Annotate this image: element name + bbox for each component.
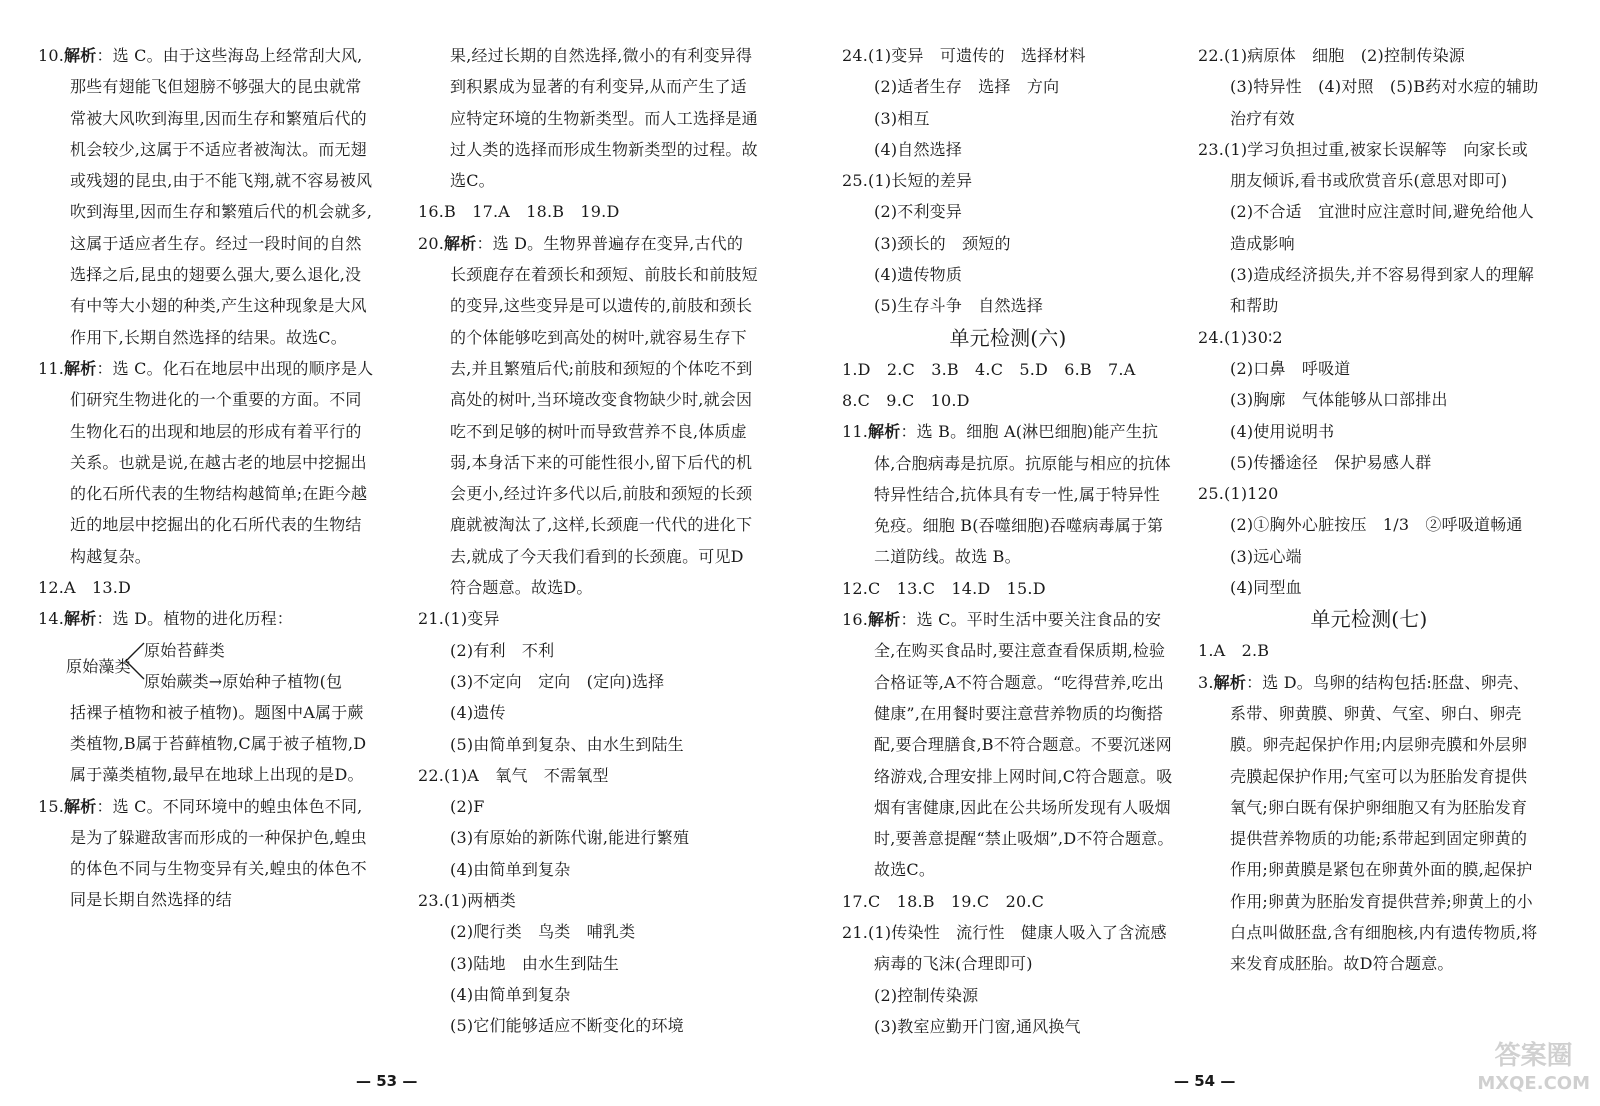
evolution-diagram xyxy=(38,635,376,697)
answer-item xyxy=(418,196,758,227)
answer-item xyxy=(38,353,376,572)
column-3 xyxy=(842,40,1174,1042)
answer-item xyxy=(1198,572,1540,603)
item-text: (5)由简单到复杂、由水生到陆生 xyxy=(450,734,684,754)
item-text: 24.(1)30∶2 xyxy=(1198,327,1283,347)
item-text: (3)颈长的 颈短的 xyxy=(874,233,1011,253)
section-title: 单元检测(六) xyxy=(949,325,1067,350)
item-number: 11. xyxy=(38,358,65,378)
item-text: 21.(1)变异 xyxy=(418,609,500,629)
item-text: (4)自然选择 xyxy=(874,139,963,159)
answer-item xyxy=(842,1011,1174,1042)
item-number: 10. xyxy=(38,46,65,65)
item-text: 果,经过长期的自然选择,微小的有利变异得到积累成为显著的有利变异,从而产生了适应特定环境的生物新类型。而人工选择是通过人类的选择而形成生物新类型的过程。故选C。 xyxy=(450,46,758,191)
item-text: (4)遗传物质 xyxy=(874,265,963,285)
item-text: (2)口鼻 呼吸道 xyxy=(1230,358,1351,378)
answer-item xyxy=(418,40,758,196)
answer-item xyxy=(1198,541,1540,572)
item-text: 16.B 17.A 18.B 19.D xyxy=(418,202,620,222)
item-text: (2)控制传染源 xyxy=(874,985,979,1005)
answer-item xyxy=(1198,416,1540,447)
answer-item xyxy=(418,228,758,604)
answer-item xyxy=(842,196,1174,227)
answer-item xyxy=(842,290,1174,321)
answer-item xyxy=(418,1010,758,1041)
answer-item xyxy=(1198,322,1540,353)
watermark-logo xyxy=(1477,1042,1590,1098)
item-text: (4)同型血 xyxy=(1230,578,1302,598)
keyword-label: 解析 xyxy=(868,610,901,630)
keyword-label: 解析 xyxy=(64,796,97,816)
answer-item xyxy=(842,259,1174,290)
item-text: (5)生存斗争 自然选择 xyxy=(874,296,1044,316)
keyword-label: 解析 xyxy=(64,46,97,65)
keyword-label: 解析 xyxy=(868,422,901,442)
item-number: 16. xyxy=(842,610,869,630)
answer-item xyxy=(38,572,376,603)
answer-item xyxy=(418,791,758,822)
item-text: (4)遗传 xyxy=(450,703,506,723)
answer-item xyxy=(418,760,758,791)
answer-item xyxy=(418,979,758,1010)
item-text: 17.C 18.B 19.C 20.C xyxy=(842,891,1045,911)
left-page xyxy=(0,0,790,1106)
item-text: ：选 C。平时生活中要关注食品的安全,在购买食品时,要注意查看保质期,检验合格证等,A不符合题意。“吃得营养,吃出健康”,在用餐时要注意营养物质的均衡搭配,要合理膳食,B不符合题意。不要沉迷网络游戏,合理安排上网时间,C符合题意。吸烟有害健康,因此在公共场所发现有人吸烟时,要善意提醒“禁止吸烟”,D不符合题意。故选C。 xyxy=(874,610,1174,880)
item-text: 1.D 2.C 3.B 4.C 5.D 6.B 7.A xyxy=(842,359,1136,379)
answer-item xyxy=(1198,478,1540,509)
item-text: (4)由简单到复杂 xyxy=(450,859,571,879)
answer-item xyxy=(418,885,758,916)
answer-item xyxy=(842,354,1174,385)
item-text: (2)不利变异 xyxy=(874,202,963,222)
item-text: 括裸子植物和被子植物)。题图中A属于蕨类植物,B属于苔藓植物,C属于被子植物,D属于藻类植物,最早在地球上出现的是D。 xyxy=(70,702,367,785)
item-text: (3)相互 xyxy=(874,108,930,128)
diagram-root: 原始藻类 xyxy=(66,656,131,676)
item-text: 23.(1)两栖类 xyxy=(418,891,516,911)
item-text: 22.(1)病原体 细胞 (2)控制传染源 xyxy=(1198,46,1465,65)
answer-item xyxy=(38,791,376,916)
item-number: 14. xyxy=(38,609,65,629)
keyword-label: 解析 xyxy=(444,233,477,253)
answer-item xyxy=(842,416,1174,572)
item-text: 25.(1)120 xyxy=(1198,484,1279,504)
item-text: ：选 D。鸟卵的结构包括:胚盘、卵壳、系带、卵黄膜、卵黄、气室、卵白、卵壳膜。卵壳起保护作用;内层卵壳膜和外层卵壳膜起保护作用;气室可以为胚胎发育提供氧气;卵白既有保护卵细胞又有为胚胎发育提供营养物质的功能;系带起到固定卵黄的作用;卵黄膜是紧包在卵黄外面的膜,起保护作用;卵黄为胚胎发育提供营养;卵黄上的小白点叫做胚盘,含有细胞核,内有遗传物质,将来发育成胚胎。故D符合题意。 xyxy=(1230,672,1538,974)
item-text: 1.A 2.B xyxy=(1198,641,1270,661)
answer-item xyxy=(418,666,758,697)
answer-item xyxy=(842,980,1174,1011)
answer-item xyxy=(418,854,758,885)
answer-item xyxy=(1198,134,1540,197)
right-page xyxy=(800,0,1600,1106)
item-text: (2)有利 不利 xyxy=(450,640,555,660)
item-text: ：选 D。生物界普遍存在变异,古代的长颈鹿存在着颈长和颈短、前肢长和前肢短的变异,这些变异是可以遗传的,前肢和颈长的个体能够吃到高处的树叶,就容易生存下去,并且繁殖后代;前肢和颈短的个体吃不到高处的树叶,当环境改变食物缺少时,就会因吃不到足够的树叶而导致营养不良,体质虚弱,本身活下来的可能性很小,留下后代的机会更小,经过许多代以后,前肢和颈短的长颈鹿就被淘汰了,这样,长颈鹿一代代的进化下去,就成了今天我们看到的长颈鹿。可见D符合题意。故选D。 xyxy=(450,233,758,598)
answer-item xyxy=(418,822,758,853)
answer-item xyxy=(1198,71,1540,134)
diagram-bottom: 原始蕨类→原始种子植物(包 xyxy=(144,671,343,691)
item-text: 12.C 13.C 14.D 15.D xyxy=(842,578,1046,598)
item-text: (3)远心端 xyxy=(1230,546,1302,566)
answer-item xyxy=(842,604,1174,886)
answer-item xyxy=(418,916,758,947)
answer-item xyxy=(418,697,758,728)
item-text: (2)①胸外心脏按压 1/3 ②呼吸道畅通 xyxy=(1230,515,1523,535)
answer-item xyxy=(842,71,1174,102)
item-text: (3)胸廓 气体能够从口部排出 xyxy=(1230,390,1448,410)
answer-item xyxy=(842,228,1174,259)
branch-arrow-icon xyxy=(124,641,146,681)
item-number: 11. xyxy=(842,422,869,442)
item-text: 8.C 9.C 10.D xyxy=(842,390,970,410)
answer-item xyxy=(38,603,376,634)
answer-item xyxy=(1198,353,1540,384)
answer-item xyxy=(1198,635,1540,666)
watermark-line2: MXQE.COM xyxy=(1477,1073,1590,1094)
answer-item xyxy=(1198,384,1540,415)
answer-item xyxy=(842,134,1174,165)
answer-item xyxy=(842,573,1174,604)
answer-item xyxy=(418,603,758,634)
answer-item xyxy=(1198,196,1540,259)
answer-item xyxy=(1198,667,1540,980)
keyword-label: 解析 xyxy=(64,358,97,378)
item-text: (4)由简单到复杂 xyxy=(450,984,571,1004)
item-text: ：选 D。植物的进化历程： xyxy=(96,609,293,629)
page-number-54: — 54 — xyxy=(1174,1072,1236,1090)
item-text: (2)F xyxy=(450,797,485,817)
item-number: 15. xyxy=(38,796,65,816)
item-number: 3. xyxy=(1198,672,1214,692)
answer-item xyxy=(1198,447,1540,478)
answer-item xyxy=(842,886,1174,917)
item-text: (4)使用说明书 xyxy=(1230,421,1335,441)
item-text: (5)它们能够适应不断变化的环境 xyxy=(450,1016,684,1036)
answer-item xyxy=(418,729,758,760)
item-text: (2)不合适 宜泄时应注意时间,避免给他人造成影响 xyxy=(1230,202,1534,253)
watermark-line1: 答案圈 xyxy=(1494,1041,1573,1071)
answer-item xyxy=(38,40,376,353)
item-text: (3)教室应勤开门窗,通风换气 xyxy=(874,1016,1081,1036)
item-text: (3)造成经济损失,并不容易得到家人的理解和帮助 xyxy=(1230,265,1534,316)
column-1 xyxy=(38,40,376,916)
item-text: ：选 B。细胞 A(淋巴细胞)能产生抗体,合胞病毒是抗原。抗原能与相应的抗体特异性结合,抗体具有专一性,属于特异性免疫。细胞 B(吞噬细胞)吞噬病毒属于第二道防线。故选 B。 xyxy=(874,422,1171,567)
column-4 xyxy=(1198,40,1540,980)
page-number-53: — 53 — xyxy=(356,1072,418,1090)
answer-item xyxy=(842,385,1174,416)
item-text: (3)特异性 (4)对照 (5)B药对水痘的辅助治疗有效 xyxy=(1230,77,1539,128)
keyword-label: 解析 xyxy=(64,609,97,629)
item-text: 22.(1)A 氧气 不需氧型 xyxy=(418,765,609,785)
item-text: 23.(1)学习负担过重,被家长误解等 向家长或朋友倾诉,看书或欣赏音乐(意思对即可) xyxy=(1198,139,1528,191)
item-text: 21.(1)传染性 流行性 健康人吸入了含流感病毒的飞沫(合理即可) xyxy=(842,923,1167,974)
item-text: (2)适者生存 选择 方向 xyxy=(874,77,1060,97)
answer-item xyxy=(418,635,758,666)
section-title: 单元检测(七) xyxy=(1310,607,1428,632)
answer-item xyxy=(38,697,376,791)
answer-item xyxy=(842,165,1174,196)
item-number: 20. xyxy=(418,233,445,253)
item-text: ：选 C。不同环境中的蝗虫体色不同,是为了躲避敌害而形成的一种保护色,蝗虫的体色不同与生物变异有关,蝗虫的体色不同是长期自然选择的结 xyxy=(70,796,367,910)
item-text: ：选 C。由于这些海岛上经常刮大风,那些有翅能飞但翅膀不够强大的昆虫就常常被大风吹到海里,因而生存和繁殖后代的机会较少,这属于不适应者被淘汰。而无翅或残翅的昆虫,由于不能飞翔,就不容易被风吹到海里,因而生存和繁殖后代的机会就多,这属于适应者生存。经过一段时间的自然选择之后,昆虫的翅要么强大,要么退化,没有中等大小翅的种类,产生这种现象是大风作用下,长期自然选择的结果。故选C。 xyxy=(70,46,373,347)
item-text: ：选 C。化石在地层中出现的顺序是人们研究生物进化的一个重要的方面。不同生物化石的出现和地层的形成有着平行的关系。也就是说,在越古老的地层中挖掘出的化石所代表的生物结构越简单;在距今越近的地层中挖掘出的化石所代表的生物结构越复杂。 xyxy=(70,358,374,566)
item-text: 24.(1)变异 可遗传的 选择材料 xyxy=(842,46,1086,65)
item-text: (3)陆地 由水生到陆生 xyxy=(450,953,620,973)
answer-item xyxy=(1198,40,1540,71)
item-text: (3)有原始的新陈代谢,能进行繁殖 xyxy=(450,828,690,848)
answer-item xyxy=(1198,259,1540,322)
diagram-top: 原始苔藓类 xyxy=(144,640,226,660)
answer-item xyxy=(418,948,758,979)
answer-item xyxy=(842,103,1174,134)
answer-item xyxy=(1198,509,1540,540)
item-text: 12.A 13.D xyxy=(38,578,132,598)
column-2 xyxy=(418,40,758,1042)
item-text: (2)爬行类 鸟类 哺乳类 xyxy=(450,922,636,942)
item-text: (5)传播途径 保护易感人群 xyxy=(1230,452,1432,472)
answer-item xyxy=(842,917,1174,980)
item-text: 25.(1)长短的差异 xyxy=(842,171,973,191)
item-text: (3)不定向 定向 (定向)选择 xyxy=(450,671,665,691)
keyword-label: 解析 xyxy=(1213,672,1247,692)
answer-item xyxy=(842,40,1174,71)
